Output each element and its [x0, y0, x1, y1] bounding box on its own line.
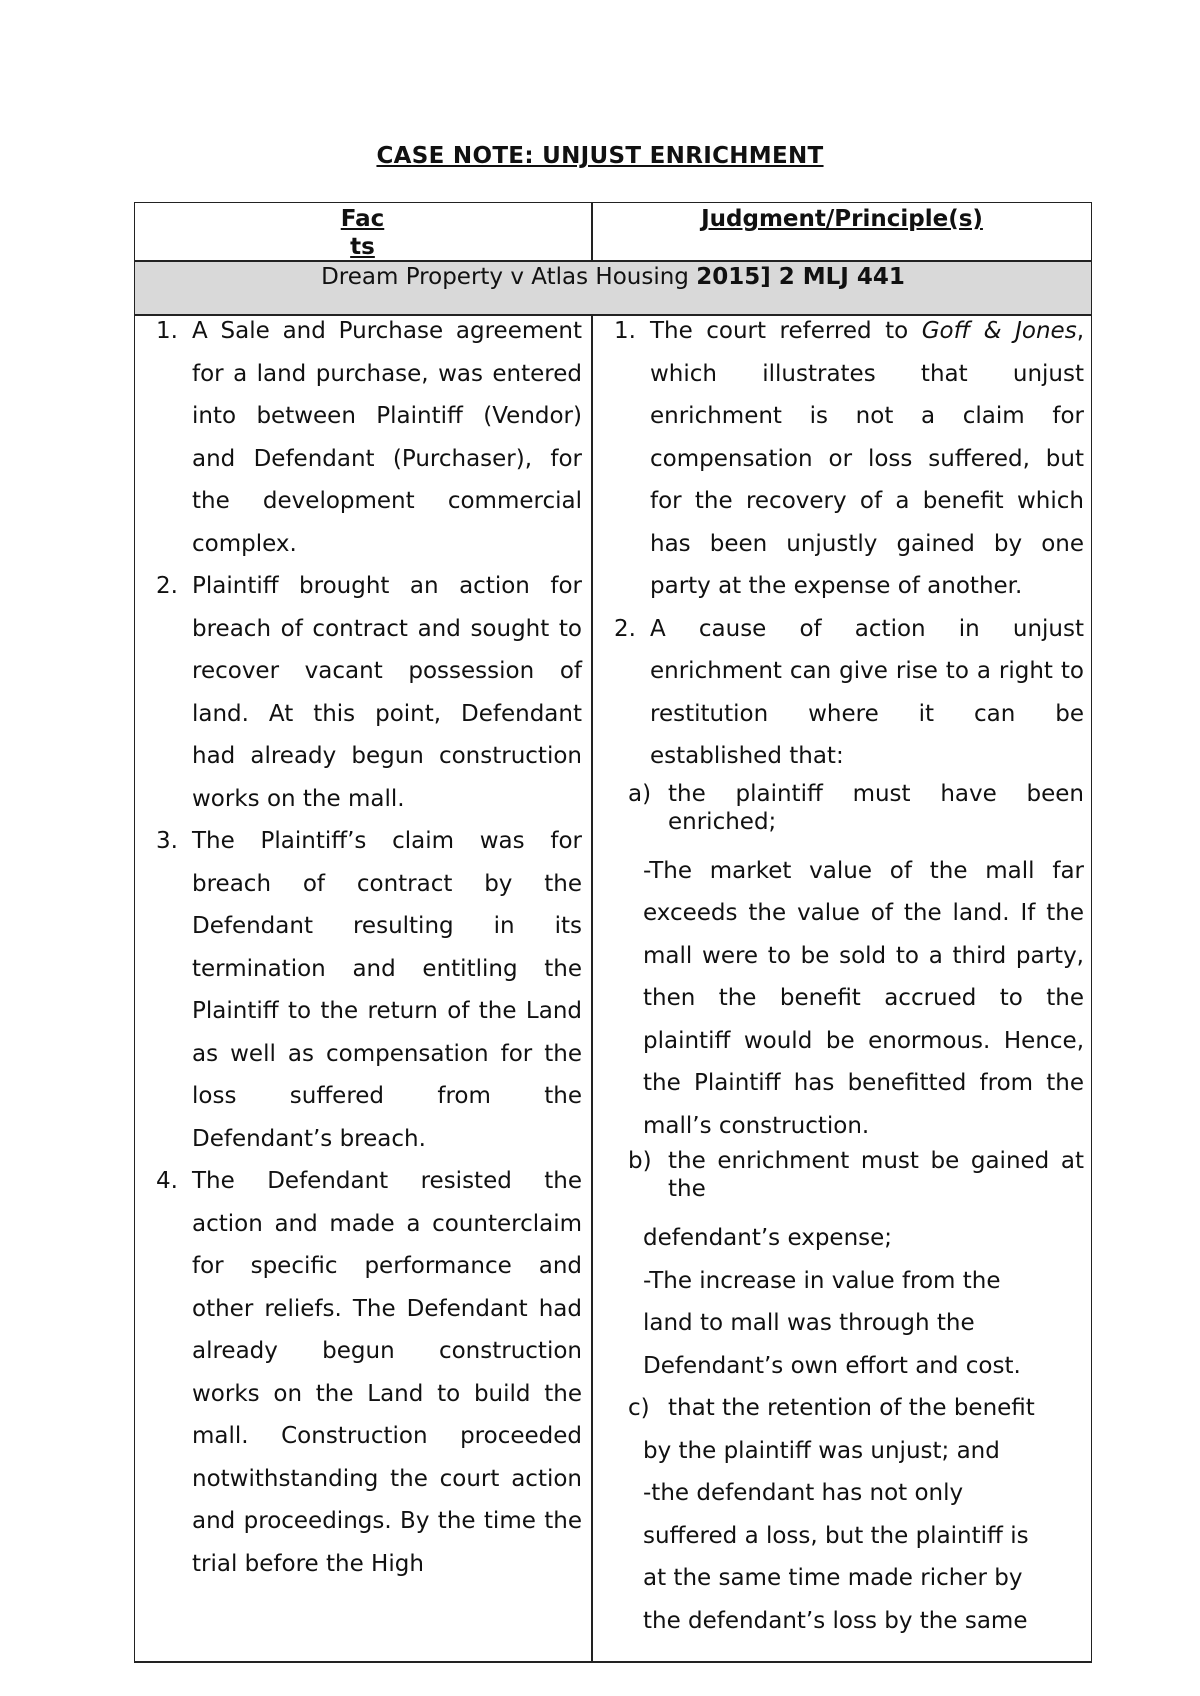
fact-item: 2. Plaintiff brought an action for breach of contract and sought to recover vacant possession of land. At this point, Defendant had already begun construction works on the mall. [156, 573, 582, 812]
requirement-note: -the defendant has not only suffered a loss, but the plaintiff is at the same time made richer by the defendant’s loss by the same [643, 1480, 1029, 1634]
facts-column [136, 310, 582, 1585]
case-reference: 2015] 2 MLJ 441 [696, 264, 905, 290]
requirement-item-cont: by the plaintiff was unjust; and [643, 1437, 1000, 1464]
fact-item: 4. The Defendant resisted the action and made a counterclaim for specific performance and other reliefs. The Defendant had already begun construction works on the Land to build the mall. Construction proceeded notwithstanding the court action and proceedings. By the time the trial before the High [156, 1168, 582, 1577]
case-name: Dream Property v Atlas Housing [321, 264, 689, 290]
table-bottom-edge [134, 1661, 1092, 1663]
authority-reference: Goff & Jones [921, 318, 1077, 344]
requirement-note: -The market value of the mall far exceeds the value of the land. If the mall were to be sold to a third party, then the benefit accrued to the plaintiff would be enormous. Hence, the Plaintiff has benefitted from the mall’s construction. [643, 857, 1084, 1139]
case-citation [135, 263, 1091, 291]
facts-header: Fac ts [340, 206, 385, 260]
principle-item: 1. The court referred to Goff & Jones, which illustrates that unjust enrichment is not a claim for compensation or loss suffered, but for the recovery of a benefit which has been unjustly gained by one party at the expense of another. [614, 318, 1084, 599]
requirement-item: b) the enrichment must be gained at the [628, 1148, 1084, 1202]
requirements-list [572, 780, 1084, 1643]
fact-item: 3. The Plaintiff’s claim was for breach of contract by the Defendant resulting in its termination and entitling the Plaintiff to the return of the Land as well as compensation for the loss suffered from the Defendant’s breach. [156, 828, 582, 1152]
page-title: CASE NOTE: UNJUST ENRICHMENT [376, 143, 824, 169]
principle-item: 2. A cause of action in unjust enrichment can give rise to a right to restitution where it can be established that: [614, 615, 1084, 769]
requirement-item: a) the plaintiff must have been enriched; [628, 780, 1084, 835]
fact-item: 1. A Sale and Purchase agreement for a land purchase, was entered into between Plaintiff (Vendor) and Defendant (Purchaser), for the development commercial complex. [156, 318, 582, 557]
requirement-note: -The increase in value from the land to mall was through the Defendant’s own effort and cost. [643, 1267, 1021, 1379]
requirement-item-cont: defendant’s expense; [643, 1225, 893, 1251]
judgment-header: Judgment/Principle(s) [701, 206, 983, 232]
principles-column [594, 310, 1084, 1642]
requirement-item: c) that the retention of the benefit [628, 1395, 1035, 1421]
